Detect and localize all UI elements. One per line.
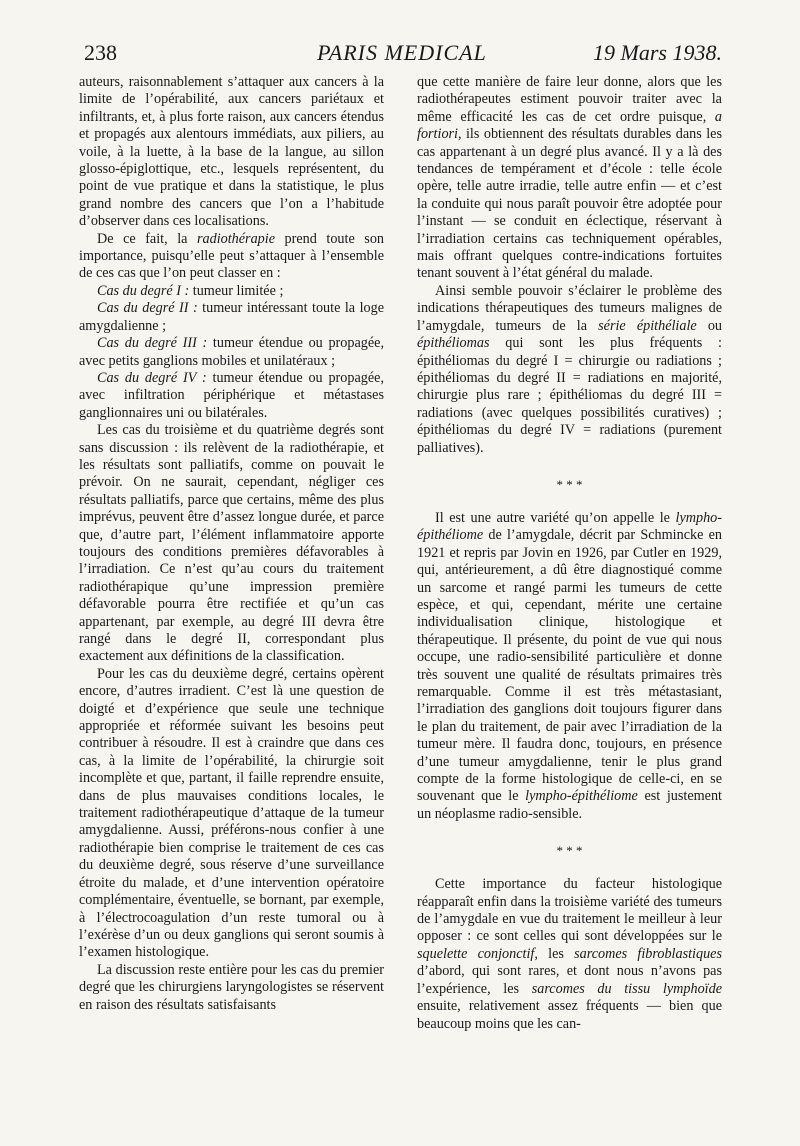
list-item: Cas du degré III : tumeur étendue ou propagée, avec petits ganglions mobiles et unilatéraux ;: [79, 335, 384, 369]
section-separator: [417, 843, 722, 859]
paragraph: Cette importance du facteur histologique réapparaît enfin dans la troisième variété des tumeurs de l’amygdale en vue du traitement le meilleur à leur opposer : ce sont celles qui sont développées sur le squelette conjonctif, les sarcomes fibroblastiques d’abord, qui sont rares, et dont nous n’avons pas l’expérience, les sarcomes du tissu lymphoïde ensuite, relativement assez fréquents — bien que beaucoup moins que les can-: [417, 876, 723, 1032]
separator-glyph: * * *: [556, 476, 583, 492]
paragraph: La discussion reste entière pour les cas du premier degré que les chirurgiens laryngologistes se réservent en raison des résultats satisfaisants: [79, 961, 384, 1013]
paragraph: Pour les cas du deuxième degré, certains opèrent encore, d’autres irradient. C’est là une question de doigté et d’expérience que seule une technique appropriée et réformée suivant les besoins peut contribuer à résoudre. Il est à craindre que dans ces cas, à la limite de l’opérabilité, la chirurgie soit incomplète et que, partant, il faille reprendre ensuite, dans de plus mauvaises conditions locales, le traitement radiothérapeutique d’attaque de la tumeur amygdalienne. Aussi, préférons-nous confier à une radiothérapie bien comprise le traitement de ces cas du deuxième degré, sous réserve d’une surveillance étroite du malade, et d’une intervention opératoire complémentaire, éventuelle, se bornant, par exemple, à l’électrocoagulation d’un reste tumoral ou à l’exérèse d’un ou deux ganglions qui seront soumis à l’examen histologique.: [79, 665, 384, 961]
paragraph: Il est une autre variété qu’on appelle le lympho-épithéliome de l’amygdale, décrit par Schmincke en 1921 et repris par Jovin en 1926, par Cutler en 1929, qui, antérieurement, a dû être diagnostiqué comme un sarcome et rangé parmi les tumeurs de cette espèce, et qui, cependant, mérite une certaine individualisation clinique, histologique et thérapeutique. Il présente, du point de vue qui nous occupe, une radio-sensibilité particulière et donne très souvent une qualité de résultats primaires très remarquable. Comme il est très métastasiant, l’irradiation des ganglions doit toujours figurer dans le plan du traitement, de pair avec l’irradiation de la tumeur mère. Il faudra donc, toujours, en présence d’une tumeur amygdalienne, tenir le plus grand compte de la forme histologique de celle-ci, en se souvenant que le lympho-épithéliome est justement un néoplasme radio-sensible.: [417, 509, 722, 822]
list-item: Cas du degré I : tumeur limitée ;: [97, 282, 284, 299]
right-column: [417, 74, 722, 1033]
left-column: [79, 74, 384, 1014]
section-separator: [417, 476, 722, 492]
paragraph: auteurs, raisonnablement s’attaquer aux cancers à la limite de l’opérabilité, aux cancers pariétaux et infiltrants, et, à plus forte raison, aux cancers étendus et propagés aux alentours immédiats, aux piliers, au voile, à la luette, à la base de la langue, au sillon glosso-épiglottique, etc., lesquels représentent, du point de vue pratique et dans la statistique, le plus grand nombre des cancers que l’on a l’habitude d’observer dans ces localisations.: [79, 74, 384, 230]
paragraph: que cette manière de faire leur donne, alors que les radiothérapeutes estiment pouvoir traiter avec la même efficacité les cas de cet ordre puisque, a fortiori, ils obtiennent des résultats durables dans les cas appartenant à un degré plus avancé. Il y a là des tendances de tempérament et d’école : telle école opère, telle autre irradie, telle autre enfin — et c’est la conduite qui nous paraît pouvoir être adoptée pour l’instant — se conduit en éclectique, réservant à l’irradiation certains cas techniquement opérables, mais offrant quelques contre-indications fortuites tenant souvent à l’état général du malade.: [417, 74, 722, 282]
paragraph: Ainsi semble pouvoir s’éclairer le problème des indications thérapeutiques des tumeurs malignes de l’amygdale, tumeurs de la série épithéliale ou épithéliomas qui sont les plus fréquents : épithéliomas du degré I = chirurgie ou radiations ; épithéliomas du degré II = radiations en majorité, chirurgie plus rare ; épithéliomas du degré III = radiations (avec quelques possibilités curatives) ; épithéliomas du degré IV = radiations (purement palliatives).: [417, 282, 723, 456]
paragraph: De ce fait, la radiothérapie prend toute son importance, puisqu’elle peut s’attaquer à l’ensemble de ces cas que l’on peut classer en :: [79, 230, 385, 282]
list-item: Cas du degré II : tumeur intéressant toute la loge amygdalienne ;: [79, 300, 384, 334]
list-item: Cas du degré IV : tumeur étendue ou propagée, avec infiltration périphérique et métastases ganglionnaires uni ou bilatérales.: [79, 369, 384, 421]
issue-date: 19 Mars 1938.: [593, 40, 722, 65]
page-header: [82, 40, 722, 70]
page-number: 238: [84, 40, 117, 65]
journal-title: PARIS MEDICAL: [317, 40, 487, 65]
paragraph: Les cas du troisième et du quatrième degrés sont sans discussion : ils relèvent de la radiothérapie, et les résultats sont palliatifs, comme on pouvait le prévoir. On ne saurait, cependant, négliger ces résultats palliatifs, parce que certains, même des plus imprévus, peuvent être d’assez longue durée, et parce que, d’autre part, l’élément inflammatoire apporte toujours des conditions premières défavorables à l’irradiation. Ce n’est qu’au cours du traitement radiothérapique qu’une impression première défavorable pourra être rectifiée et qu’un cas appartenant, par exemple, au degré III devra être rangé dans le degré II, correspondant plus exactement aux définitions de la classification.: [79, 422, 384, 665]
separator-glyph: * * *: [556, 843, 583, 859]
